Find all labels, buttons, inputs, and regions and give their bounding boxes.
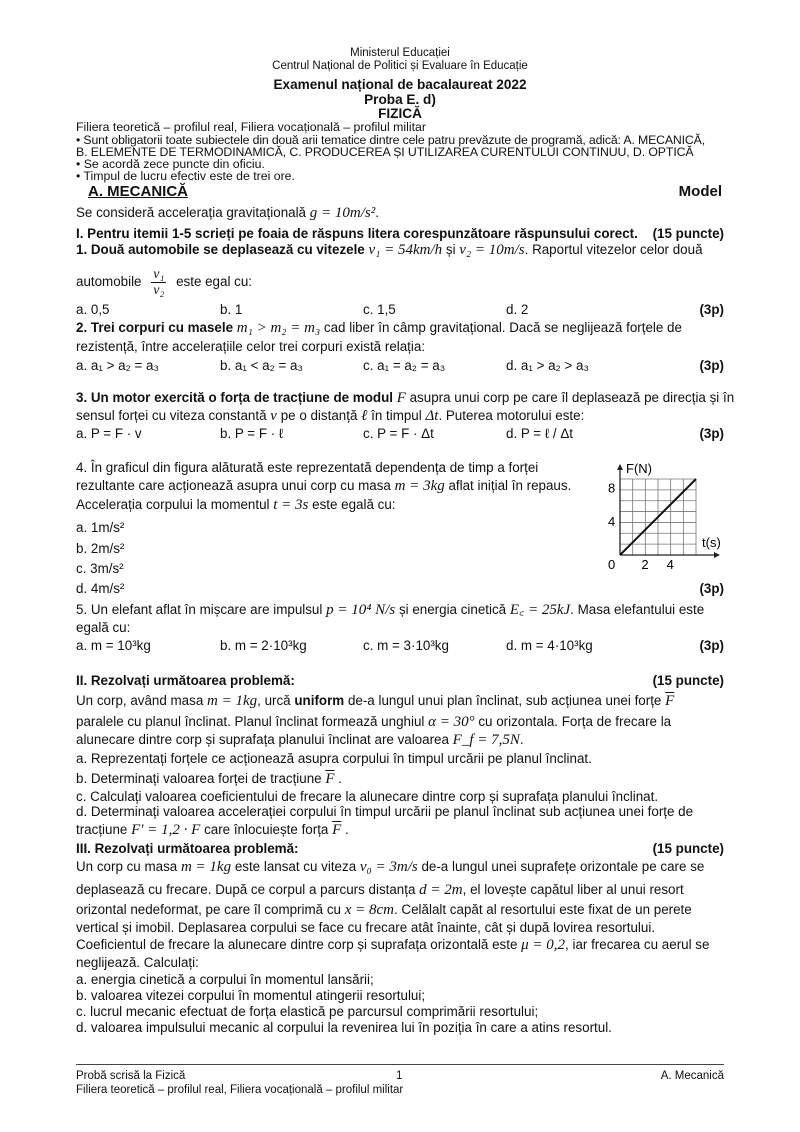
x-tick-label: 2 <box>641 557 649 572</box>
p3-x: x = 8cm <box>344 902 394 918</box>
instructions-3: • Timpul de lucru efectiv este de trei ore. <box>76 169 295 183</box>
p2-item-b-text: b. Determinați valoarea forței de tracțiune <box>76 771 322 786</box>
force-time-chart <box>600 460 740 575</box>
q1-text-a: 1. Două automobile se deplasează cu vitezele <box>76 242 365 257</box>
part3-title: III. Rezolvați următoarea problemă: <box>76 841 299 856</box>
footer-right: A. Mecanică <box>660 1070 724 1082</box>
q4-option-b: b. 2m/s² <box>76 541 125 556</box>
p2-item-d2 <box>76 822 724 838</box>
q1-option-c: c. 1,5 <box>363 302 396 317</box>
q4-text-e: este egală cu: <box>312 497 396 512</box>
p3-line4: vertical și imobil. Deplasarea corpului se face cu frecare atât înainte, cât și după lovirea resortului. <box>76 920 656 935</box>
q3-option-d: d. P = ℓ / Δt <box>506 426 573 441</box>
p3-l5a: Coeficientul de frecare la alunecare dintre corp și suprafața orizontală este <box>76 937 518 952</box>
q5-ec: E꜀ = 25kJ <box>509 602 571 618</box>
p3-v0: v₀ = 3m/s <box>359 859 418 875</box>
p2-item-a: a. Reprezentați forțele ce acționează asupra corpului în timpul urcării pe planul înclinat. <box>76 751 592 766</box>
q2-text-b: cad liber în câmp gravitațional. Dacă se neglijează forțele de <box>323 320 682 335</box>
q3-option-a: a. P = F · v <box>76 426 142 441</box>
chart-ticks <box>608 480 674 572</box>
q2-points: (3p) <box>699 358 724 373</box>
q4-option-c: c. 3m/s² <box>76 561 124 576</box>
p3-line2 <box>76 882 724 898</box>
p3-item-a: a. energia cinetică a corpului în momentul lansării; <box>76 972 374 987</box>
q4-text-c: aflat inițial în repaus. <box>448 478 572 493</box>
q5-option-a: a. m = 10³kg <box>76 638 151 653</box>
filiera: Filiera teoretică – profilul real, Filiera vocațională – profilul militar <box>76 120 426 134</box>
part3-points: (15 puncte) <box>652 841 724 856</box>
p3-d: d = 2m <box>419 882 463 898</box>
y-tick-label: 4 <box>608 514 616 530</box>
p3-l1b: este lansat cu viteza <box>234 859 357 874</box>
instructions-1a: • Sunt obligatorii toate subiectele din două arii tematice dintre cele patru prevăzute de programă, adică: A. MECANICĂ, <box>76 133 705 147</box>
p3-l2a: deplasează cu frecare. După ce corpul a parcurs distanța <box>76 882 416 897</box>
q3-text-b: asupra unui corp pe care îl deplasează pe direcția și în <box>409 390 735 405</box>
instructions-1b: B. ELEMENTE DE TERMODINAMICĂ, C. PRODUCEREA ȘI UTILIZAREA CURENTULUI CONTINUU, D. OPTICĂ <box>76 145 694 159</box>
q5-text-a: 5. Un elefant aflat în mișcare are impulsul <box>76 602 323 617</box>
subject: FIZICĂ <box>378 106 422 121</box>
p2-d2end: . <box>345 822 349 837</box>
q4-option-a: a. 1m/s² <box>76 520 125 535</box>
p2-l3a: alunecare dintre corp și suprafața planului înclinat are valoarea <box>76 732 449 747</box>
p3-l3b: . Celălalt capăt al resortului este fixat de un perete <box>393 902 692 917</box>
q1-si: și <box>445 242 456 257</box>
q4-text-d: Accelerația corpului la momentul <box>76 497 270 512</box>
gravity-end: . <box>375 205 379 220</box>
p2-d2f: F′ = 1,2 · F <box>131 822 201 838</box>
q5-line1 <box>76 602 724 618</box>
q3-text-c: sensul forței cu viteza constantă <box>76 408 267 423</box>
q5-option-b: b. m = 2·10³kg <box>220 638 307 653</box>
q4-mass: m = 3kg <box>394 478 445 494</box>
q3-text-d: pe o distanță <box>280 408 358 423</box>
x-tick-label: 0 <box>608 557 616 572</box>
p3-line5 <box>76 937 724 953</box>
p2-F: $\overline{F}$ <box>665 693 675 709</box>
part1-title: I. Pentru itemii 1-5 scrieți pe foaia de răspuns litera corespunzătoare răspunsului corect. <box>76 226 638 241</box>
p3-l1a: Un corp cu masa <box>76 859 178 874</box>
p2-l1c: de-a lungul unui plan înclinat, sub acțiunea unei forțe <box>347 693 662 708</box>
q1-points: (3p) <box>699 302 724 317</box>
q1-text-b: . Raportul vitezelor celor două <box>524 242 703 257</box>
p3-line6: neglijează. Calculați: <box>76 955 199 970</box>
p3-item-b: b. valoarea vitezei corpului în momentul atingerii resortului; <box>76 988 426 1003</box>
q3-l: ℓ <box>361 408 368 424</box>
q3-option-c: c. P = F · Δt <box>363 426 434 441</box>
q3-F: F <box>396 390 406 406</box>
gravity-formula: g = 10m/s² <box>309 205 376 221</box>
q3-option-b: b. P = F · ℓ <box>220 426 284 441</box>
p2-line3 <box>76 732 724 748</box>
p2-mass: m = 1kg <box>207 693 258 709</box>
p2-line2 <box>76 714 724 730</box>
q2-line1 <box>76 320 724 336</box>
q2-text-a: 2. Trei corpuri cu masele <box>76 320 234 335</box>
q2-masses: m₁ > m₂ = m₃ <box>236 320 321 336</box>
q5-points: (3p) <box>699 638 724 653</box>
q4-text-b: rezultante care acționează asupra unui corp cu masa <box>76 478 391 493</box>
q1-text-c: automobile <box>76 274 142 289</box>
q1-line2 <box>76 264 724 300</box>
p2-uniform: uniform <box>294 693 345 708</box>
p2-line1 <box>76 693 724 709</box>
y-axis-arrow <box>617 464 623 470</box>
q3-text-e: în timpul <box>371 408 422 423</box>
p2-item-d1: d. Determinați valoarea accelerației corpului în timpul urcării pe planul înclinat sub acțiunea unei forțe de <box>76 804 694 819</box>
p3-line3 <box>76 902 724 918</box>
q5-p: p = 10⁴ N/s <box>326 602 396 618</box>
footer-left2: Filiera teoretică – profilul real, Filiera vocațională – profilul militar <box>76 1084 404 1096</box>
p3-l2b: , el lovește capătul liber al unui resort <box>462 882 684 897</box>
p2-alpha: α = 30° <box>428 714 475 730</box>
q4-text-a: 4. În graficul din figura alăturată este reprezentată dependența de timp a forței <box>76 460 539 475</box>
q1-v1: v₁ = 54km/h <box>368 242 443 258</box>
q1-v2: v₂ = 10m/s <box>459 242 525 258</box>
exam-title: Examenul național de bacalaureat 2022 <box>273 77 527 92</box>
q3-text-f: . Puterea motorului este: <box>438 408 585 423</box>
footer-divider <box>76 1064 724 1065</box>
q1-option-b: b. 1 <box>220 302 243 317</box>
q5-text-b: și energia cinetică <box>398 602 507 617</box>
q2-option-b: b. a₁ < a₂ = a₃ <box>220 358 303 373</box>
q2-option-d: d. a₁ > a₂ > a₃ <box>506 358 589 373</box>
q1-option-a: a. 0,5 <box>76 302 110 317</box>
footer-page: 1 <box>396 1070 403 1082</box>
footer-left1: Probă scrisă la Fizică <box>76 1070 186 1082</box>
q4-points: (3p) <box>699 581 724 596</box>
q5-text-c: . Masa elefantului este <box>570 602 705 617</box>
p2-d2F: $\overline{F}$ <box>332 822 342 838</box>
part1-points: (15 puncte) <box>652 226 724 241</box>
q1-option-d: d. 2 <box>506 302 529 317</box>
p2-item-b-F: $\overline{F}$ <box>325 771 335 787</box>
q2-option-a: a. a₁ > a₂ = a₃ <box>76 358 159 373</box>
p2-ff: F_f = 7,5N <box>452 732 520 748</box>
q1-ratio <box>151 267 166 298</box>
q1-ratio-num: v₁ <box>153 266 165 282</box>
part2-title: II. Rezolvați următoarea problemă: <box>76 673 295 688</box>
p2-item-b <box>76 771 724 787</box>
q3-line1 <box>76 390 735 406</box>
q3-text-a: 3. Un motor exercită o forța de tracțiune de modul <box>76 390 393 405</box>
p2-l1b: , urcă <box>257 693 291 708</box>
y-axis-label: F(N) <box>626 461 652 476</box>
p2-l2b: cu orizontala. Forța de frecare la <box>478 714 672 729</box>
p3-item-d: d. valoarea impulsului mecanic al corpului la revenirea lui în poziția în care a atins resortul. <box>76 1020 612 1035</box>
p2-d2b: care înlocuiește forța <box>204 822 329 837</box>
section-title: A. MECANICĂ <box>88 183 188 200</box>
q5-option-c: c. m = 3·10³kg <box>363 638 449 653</box>
model-tag: Model <box>678 183 722 200</box>
q1-ratio-den: v₂ <box>153 282 165 298</box>
ministry: Ministerul Educației <box>350 47 450 59</box>
q5-option-d: d. m = 4·10³kg <box>506 638 593 653</box>
center: Centrul Național de Politici și Evaluare în Educație <box>272 60 528 72</box>
q3-points: (3p) <box>699 426 724 441</box>
q3-v: v <box>270 408 277 424</box>
q2-text-c: rezistență, între accelerațiile celor trei corpuri există relația: <box>76 339 426 354</box>
instructions-2: • Se acordă zece puncte din oficiu. <box>76 157 265 171</box>
q4-option-d: d. 4m/s² <box>76 581 125 596</box>
q1-text-d: este egal cu: <box>176 274 253 289</box>
p2-item-b-end: . <box>338 771 342 786</box>
p3-l3a: orizontal nedeformat, pe care îl comprimă cu <box>76 902 341 917</box>
p3-mass: m = 1kg <box>180 859 232 875</box>
q3-line2 <box>76 408 724 424</box>
part2-points: (15 puncte) <box>652 673 724 688</box>
p3-item-c: c. lucrul mecanic efectuat de forța elastică pe parcursul comprimării resortului; <box>76 1004 539 1019</box>
q3-dt: Δt <box>425 408 439 424</box>
p2-l2a: paralele cu planul înclinat. Planul înclinat formează unghiul <box>76 714 425 729</box>
x-axis-label: t(s) <box>702 535 721 550</box>
proba: Proba E. d) <box>364 92 436 107</box>
p3-l5b: , iar frecarea cu aerul se <box>565 937 710 952</box>
x-tick-label: 4 <box>666 557 674 572</box>
p3-line1 <box>76 859 724 875</box>
q4-time: t = 3s <box>273 497 309 513</box>
p2-l1a: Un corp, având masa <box>76 693 204 708</box>
q5-text-d: egală cu: <box>76 620 131 635</box>
q1-line1 <box>76 242 724 258</box>
y-tick-label: 8 <box>608 480 616 496</box>
gravity-line <box>76 205 724 221</box>
p2-l3b: . <box>519 732 524 747</box>
gravity-text: Se consideră accelerația gravitațională <box>76 205 307 220</box>
q2-option-c: c. a₁ = a₂ = a₃ <box>363 358 446 373</box>
p2-d2a: tracțiune <box>76 822 128 837</box>
p3-l1c: de-a lungul unei suprafețe orizontale pe care se <box>421 859 705 874</box>
p3-mu: μ = 0,2 <box>521 937 566 953</box>
p2-item-c: c. Calculați valoarea coeficientului de frecare la alunecare dintre corp și suprafața planului înclinat. <box>76 789 659 804</box>
x-axis-arrow <box>714 552 720 558</box>
